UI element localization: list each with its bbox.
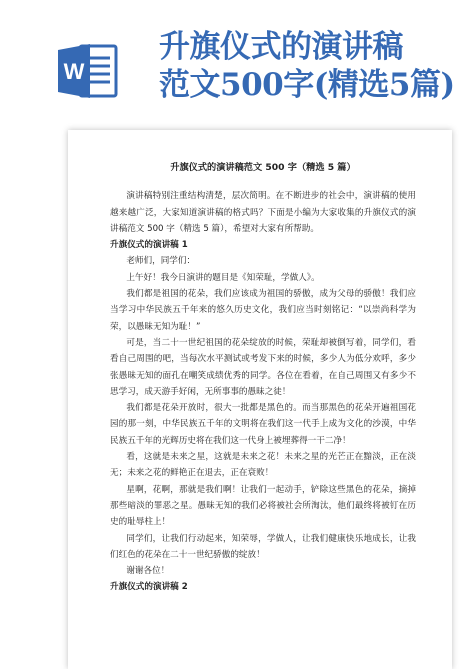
- document-title: 升旗仪式的演讲稿范文 500 字（精选 5 篇）: [170, 162, 356, 173]
- paragraph-body-2: 可是，当二十一世纪祖国的花朵绽放的时候，荣耻却被倒写着，同学们，看看自己周围的吧，当每次水平测试或考发下来的时候，多少人为低分欢呼，多少张愚昧无知的面孔在嘲笑成绩优秀的同学。各位在看着，在自己周围又有多少不思学习，成天游手好闲，无所事事的愚昧之徒！: [110, 337, 416, 397]
- paragraph-body-6: 同学们，让我们行动起来，知荣辱，学做人，让我们健康快乐地成长，让我们红色的花朵在二十一世纪骄傲的绽放！: [110, 533, 416, 560]
- banner-title-line2: 范文500字(精选5篇): [159, 67, 455, 103]
- banner-title: [159, 28, 469, 104]
- paragraph-topic: 上午好！我今日演讲的题目是《知荣耻，学做人》。: [126, 272, 320, 283]
- paragraph-body-3: 我们都是花朵开放时，很大一批都是黑色的。而当那黑色的花朵开遍祖国花园的那一刻，中华民族五千年的文明将在我们这一代手上成为文化的沙漠，中华民族五千年的光辉历史将在我们这一代身上被埋葬得一干二净！: [110, 403, 416, 446]
- paragraph-body-4: 看，这就是未来之星，这就是未来之花！未来之星的光芒正在黯淡，正在淡无；未来之花的鲜艳正在退去，正在衰败！: [110, 452, 416, 479]
- document-page: [68, 130, 452, 669]
- intro-paragraph: 演讲稿特别注重结构清楚，层次简明。在不断进步的社会中，演讲稿的使用越来越广泛，大家知道演讲稿的格式吗？下面是小编为大家收集的升旗仪式的演讲稿范文 500 字（精选 5 篇），希望对大家有所帮助。: [110, 191, 416, 234]
- paragraph-body-5: 星啊，花啊，那就是我们啊！让我们一起动手，铲除这些黑色的花朵，摘掉那些暗淡的罪恶之星。愚昧无知的我们必将被社会所淘汰，他们最终将被钉在历史的耻辱柱上！: [110, 484, 416, 528]
- banner-title-line1: 升旗仪式的演讲稿: [159, 29, 403, 65]
- section-heading-2: 升旗仪式的演讲稿 2: [110, 582, 188, 593]
- section-heading-1: 升旗仪式的演讲稿 1: [110, 240, 188, 251]
- banner: [0, 0, 474, 120]
- paragraph-thanks: 谢谢各位！: [126, 566, 170, 577]
- word-document-icon: [58, 42, 118, 100]
- paragraph-greeting: 老师们，同学们：: [126, 256, 196, 267]
- paragraph-body-1: 我们都是祖国的花朵，我们应该成为祖国的骄傲，成为父母的骄傲！我们应当学习中华民族五千年来的悠久历史文化，我们应当时刻铭记：“以崇尚科学为荣，以愚昧无知为耻！”: [110, 289, 416, 332]
- document-body: [110, 160, 416, 596]
- word-icon-letter: W: [63, 59, 85, 84]
